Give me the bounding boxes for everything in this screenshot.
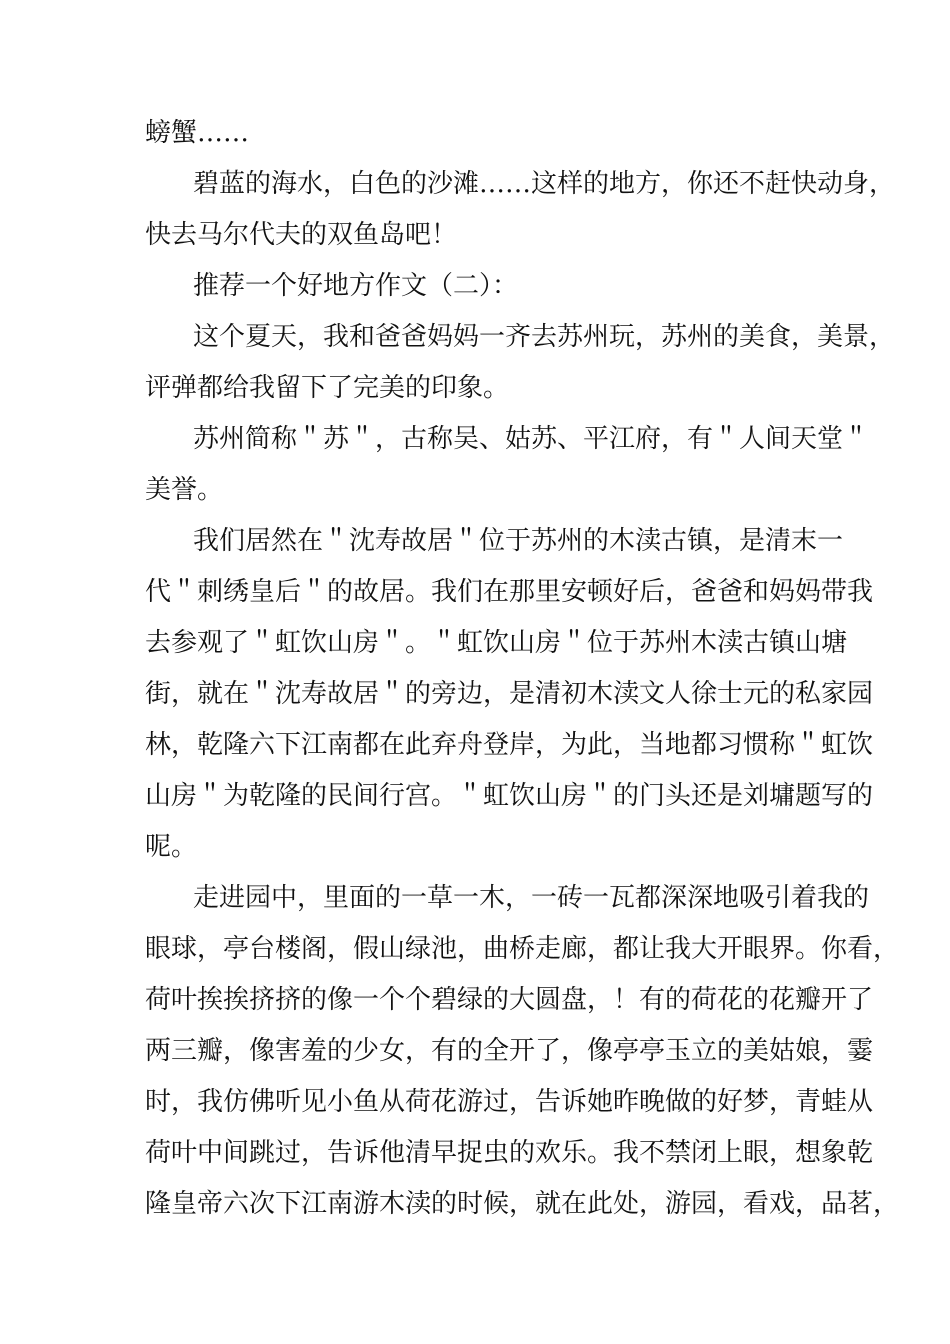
text-line: 隆皇帝六次下江南游木渎的时候，就在此处，游园，看戏，品茗， bbox=[145, 1189, 900, 1219]
text-line: 去参观了＂虹饮山房＂。＂虹饮山房＂位于苏州木渎古镇山塘 bbox=[145, 628, 848, 658]
text-line: 碧蓝的海水，白色的沙滩……这样的地方，你还不赶快动身， bbox=[193, 169, 896, 199]
text-line: 两三瓣，像害羞的少女，有的全开了，像亭亭玉立的美姑娘，霎 bbox=[145, 1036, 874, 1066]
text-line: 呢。 bbox=[145, 832, 198, 862]
text-line: 快去马尔代夫的双鱼岛吧！ bbox=[145, 220, 458, 250]
text-line: 走进园中，里面的一草一木，一砖一瓦都深深地吸引着我的 bbox=[193, 883, 870, 913]
text-line: 苏州简称＂苏＂，古称吴、姑苏、平江府，有＂人间天堂＂ bbox=[193, 424, 870, 454]
text-line: 美誉。 bbox=[145, 475, 224, 505]
text-line: 街，就在＂沈寿故居＂的旁边，是清初木渎文人徐士元的私家园 bbox=[145, 679, 874, 709]
text-line: 我们居然在＂沈寿故居＂位于苏州的木渎古镇，是清末一 bbox=[193, 526, 844, 556]
text-line: 代＂刺绣皇后＂的故居。我们在那里安顿好后，爸爸和妈妈带我 bbox=[145, 577, 874, 607]
section-heading: 推荐一个好地方作文（二）： bbox=[193, 271, 519, 301]
text-line: 评弹都给我留下了完美的印象。 bbox=[145, 373, 510, 403]
text-line: 这个夏天，我和爸爸妈妈一齐去苏州玩，苏州的美食，美景， bbox=[193, 322, 896, 352]
text-line: 荷叶挨挨挤挤的像一个个碧绿的大圆盘，！有的荷花的花瓣开了 bbox=[145, 985, 874, 1015]
text-line: 林，乾隆六下江南都在此弃舟登岸，为此，当地都习惯称＂虹饮 bbox=[145, 730, 874, 760]
text-line: 眼球，亭台楼阁，假山绿池，曲桥走廊，都让我大开眼界。你看， bbox=[145, 934, 900, 964]
text-line: 山房＂为乾隆的民间行宫。＂虹饮山房＂的门头还是刘墉题写的 bbox=[145, 781, 874, 811]
text-line: 螃蟹…… bbox=[145, 118, 250, 148]
text-line: 时，我仿佛听见小鱼从荷花游过，告诉她昨晚做的好梦，青蛙从 bbox=[145, 1087, 874, 1117]
text-line: 荷叶中间跳过，告诉他清早捉虫的欢乐。我不禁闭上眼，想象乾 bbox=[145, 1138, 874, 1168]
